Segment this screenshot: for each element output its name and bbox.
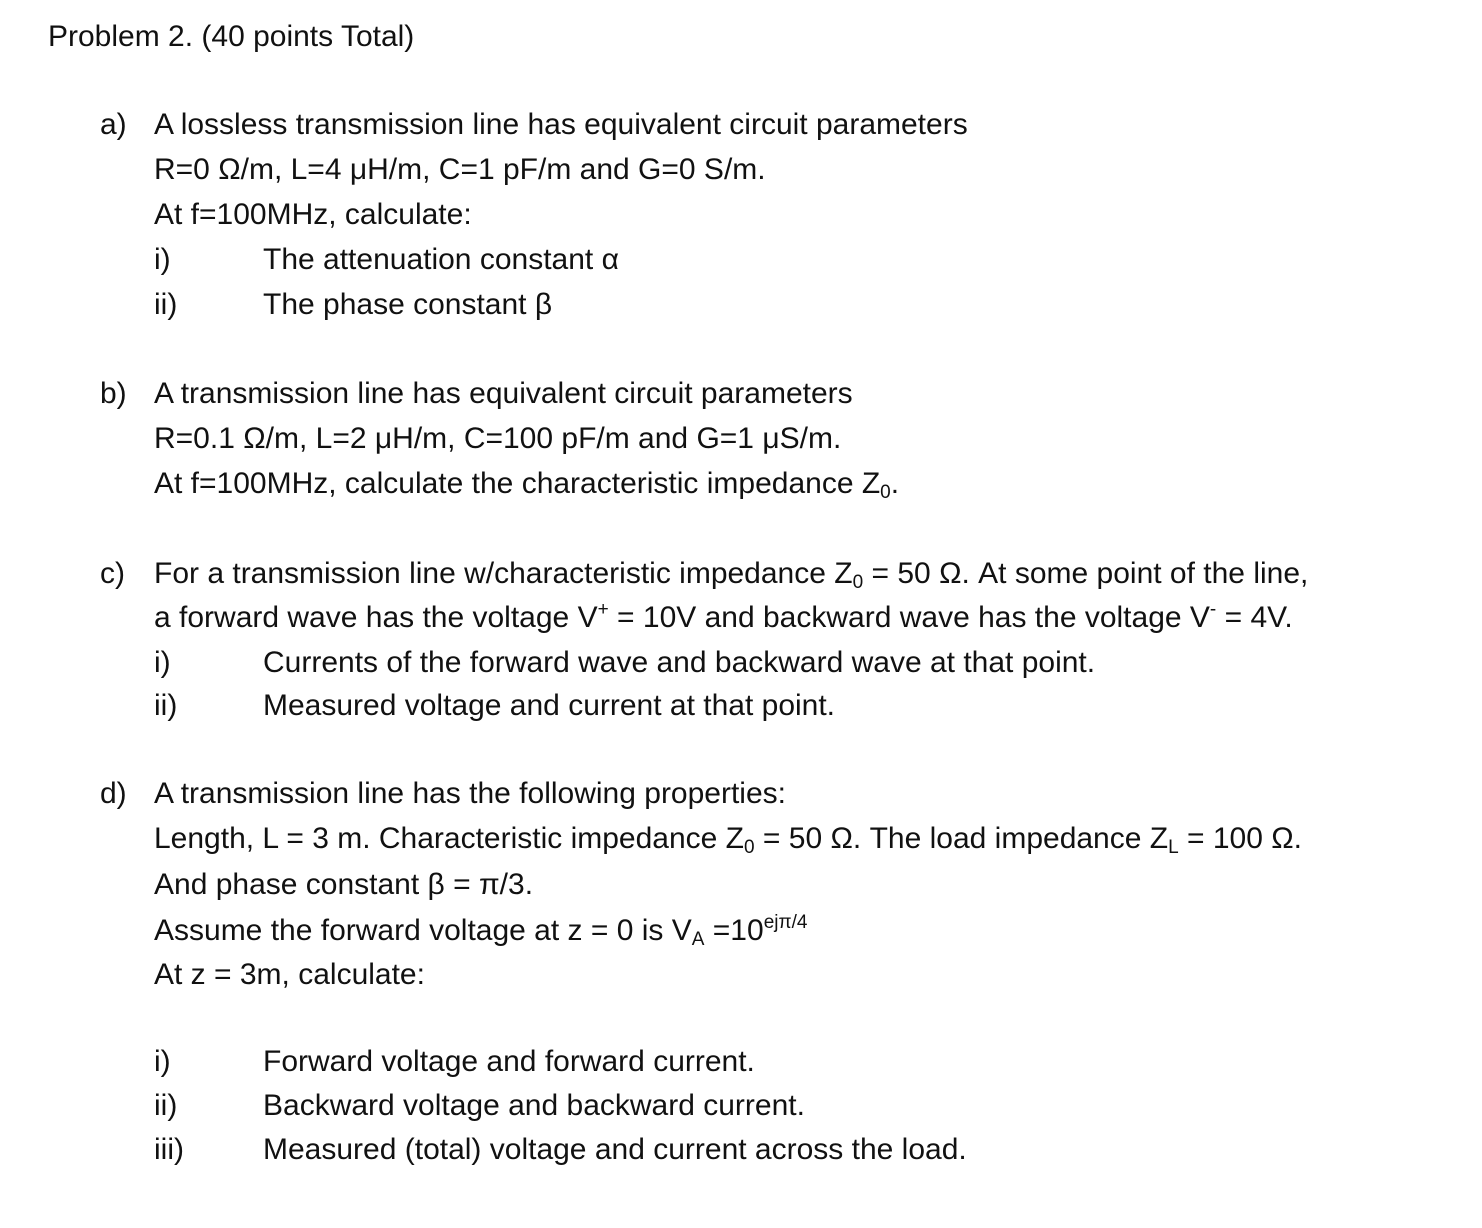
part-d-line2-sub1: 0: [744, 837, 755, 858]
part-c-line2-b: = 10V and backward wave has the voltage V: [608, 601, 1210, 634]
part-b-label: b): [100, 377, 127, 410]
part-a-line3: At f=100MHz, calculate:: [154, 198, 472, 231]
part-a-item-2-text: The phase constant β: [263, 288, 553, 321]
part-c-label: c): [100, 557, 125, 590]
part-c-line2-a: a forward wave has the voltage V: [154, 601, 598, 634]
part-a-label: a): [100, 108, 127, 141]
part-c-item-2-text: Measured voltage and current at that point.: [263, 689, 836, 722]
part-c-item-2-num: ii): [154, 689, 178, 722]
part-b-line3-sub: 0: [880, 482, 891, 503]
part-d-item-1-text: Forward voltage and forward current.: [263, 1045, 755, 1078]
part-d-item-2-num: ii): [154, 1089, 178, 1122]
part-b-line1: A transmission line has equivalent circuit parameters: [154, 377, 853, 410]
part-c-line2-sup1: +: [597, 599, 609, 620]
part-d-line4-b: =10: [704, 914, 764, 947]
part-d-line4-sup: ejπ/4: [763, 912, 808, 933]
part-c-item-1-num: i): [154, 646, 171, 679]
part-d-item-3-text: Measured (total) voltage and current across the load.: [263, 1133, 967, 1166]
part-a-item-1-num: i): [154, 243, 171, 276]
part-d-line4-a: Assume the forward voltage at z = 0 is V: [154, 914, 692, 947]
part-c-item-1-text: Currents of the forward wave and backward wave at that point.: [263, 646, 1096, 679]
part-d-line4: [154, 913, 807, 949]
part-c-line1-b: = 50 Ω. At some point of the line,: [863, 557, 1309, 590]
part-d-item-1-num: i): [154, 1045, 171, 1078]
part-a-item-1-text: The attenuation constant α: [263, 243, 619, 276]
part-a-line2: R=0 Ω/m, L=4 μH/m, C=1 pF/m and G=0 S/m.: [154, 153, 766, 186]
part-d-item-2-text: Backward voltage and backward current.: [263, 1089, 805, 1122]
part-a-line1: A lossless transmission line has equivalent circuit parameters: [154, 108, 968, 141]
problem-title: Problem 2. (40 points Total): [48, 20, 415, 53]
part-d-line2: [154, 821, 1302, 857]
part-d-line1: A transmission line has the following properties:: [154, 777, 786, 810]
part-b-line3-prefix: At f=100MHz, calculate the characteristic impedance Z: [154, 467, 881, 500]
part-d-item-3-num: iii): [154, 1133, 184, 1166]
part-a-item-2-num: ii): [154, 288, 178, 321]
part-c-line2: [154, 600, 1293, 636]
part-d-line5: At z = 3m, calculate:: [154, 958, 425, 991]
part-c-line2-sup2: -: [1209, 599, 1217, 620]
part-b-line2: R=0.1 Ω/m, L=2 μH/m, C=100 pF/m and G=1 μS/m.: [154, 422, 842, 455]
part-c-line2-c: = 4V.: [1216, 601, 1293, 634]
part-c-line1-a: For a transmission line w/characteristic impedance Z: [154, 557, 853, 590]
part-d-line2-c: = 100 Ω.: [1178, 822, 1303, 855]
part-d-line2-sub2: L: [1168, 837, 1179, 858]
part-c-line1-sub: 0: [852, 572, 864, 593]
part-d-line2-b: = 50 Ω. The load impedance Z: [754, 822, 1169, 855]
part-d-line3: And phase constant β = π/3.: [154, 868, 534, 901]
part-c-line1: [154, 556, 1308, 592]
part-d-label: d): [100, 777, 127, 810]
part-d-line4-sub: A: [691, 929, 705, 950]
part-b-line3: [154, 466, 899, 502]
part-d-line2-a: Length, L = 3 m. Characteristic impedance Z: [154, 822, 745, 855]
part-b-line3-suffix: .: [890, 467, 900, 500]
